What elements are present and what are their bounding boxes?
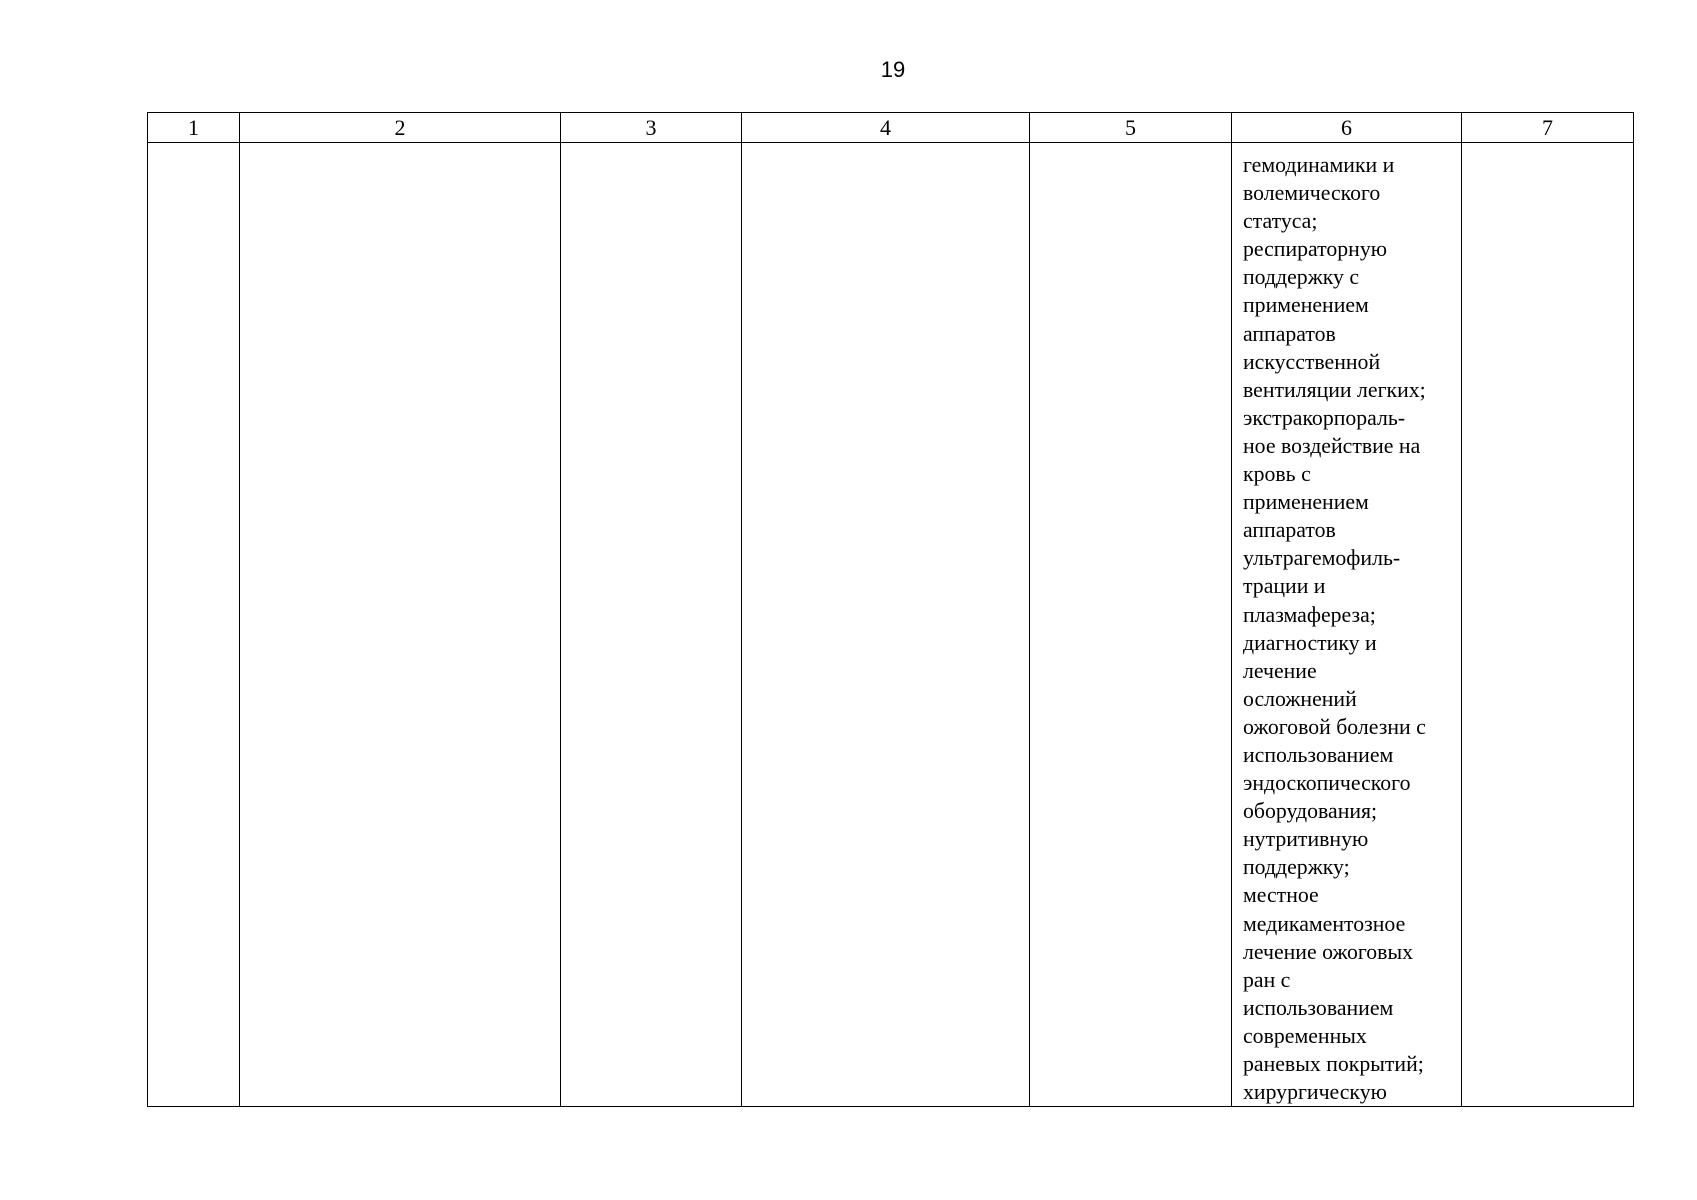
text-line: применением <box>1243 490 1369 515</box>
text-line: хирургическую <box>1243 1080 1387 1105</box>
text-line: раневых покрытий; <box>1243 1052 1424 1076</box>
text-line: применением <box>1243 293 1369 318</box>
text-line: использованием <box>1243 742 1394 767</box>
text-line: вентиляции легких; <box>1243 377 1426 402</box>
text-line: оборудования; <box>1243 799 1378 824</box>
table-cell-col4 <box>742 143 1030 1107</box>
cell-text-col6 <box>1232 143 1461 1106</box>
text-line: ное воздействие на <box>1243 433 1421 458</box>
table-cell-col5 <box>1030 143 1232 1107</box>
text-line: статуса; <box>1243 209 1318 234</box>
text-line: волемического <box>1243 181 1381 206</box>
text-line: плазмафереза; <box>1243 602 1376 627</box>
column-header-7: 7 <box>1462 113 1634 143</box>
column-header-2: 2 <box>240 113 561 143</box>
text-line: поддержку; <box>1243 855 1350 880</box>
text-line: искусственной <box>1243 349 1381 374</box>
table-row <box>148 143 1634 1107</box>
text-line: аппаратов <box>1243 321 1336 346</box>
text-line: медикаментозное <box>1243 911 1406 936</box>
table-cell-col6 <box>1232 143 1462 1107</box>
column-header-6: 6 <box>1232 113 1462 143</box>
text-line: осложнений <box>1243 686 1357 711</box>
text-line: респираторную <box>1243 237 1388 262</box>
text-line: современных <box>1243 1023 1367 1048</box>
text-line: лечение ожоговых <box>1243 939 1414 964</box>
text-line: гемодинамики и <box>1243 153 1395 177</box>
text-line: лечение <box>1243 658 1317 683</box>
text-line: экстракорпораль- <box>1243 405 1406 430</box>
text-line: ран с <box>1243 967 1291 992</box>
table-cell-col1 <box>148 143 240 1107</box>
table-cell-col3 <box>561 143 742 1107</box>
text-line: местное <box>1243 883 1319 908</box>
text-line: использованием <box>1243 995 1394 1020</box>
table-cell-col7 <box>1462 143 1634 1107</box>
text-line: ультрагемофиль- <box>1243 546 1401 571</box>
column-number-row <box>148 113 1634 143</box>
text-line: диагностику и <box>1243 630 1377 655</box>
document-table <box>147 112 1634 1107</box>
text-line: кровь с <box>1243 462 1311 487</box>
text-line: ожоговой болезни с <box>1243 714 1426 739</box>
page-number: 19 <box>880 57 906 82</box>
text-line: нутритивную <box>1243 827 1369 852</box>
text-line: трации и <box>1243 574 1326 599</box>
column-header-5: 5 <box>1030 113 1232 143</box>
text-line: аппаратов <box>1243 518 1336 543</box>
text-line: поддержку с <box>1243 265 1360 290</box>
column-header-1: 1 <box>148 113 240 143</box>
table-cell-col2 <box>240 143 561 1107</box>
text-line: эндоскопического <box>1243 771 1411 796</box>
column-header-4: 4 <box>742 113 1030 143</box>
column-header-3: 3 <box>561 113 742 143</box>
